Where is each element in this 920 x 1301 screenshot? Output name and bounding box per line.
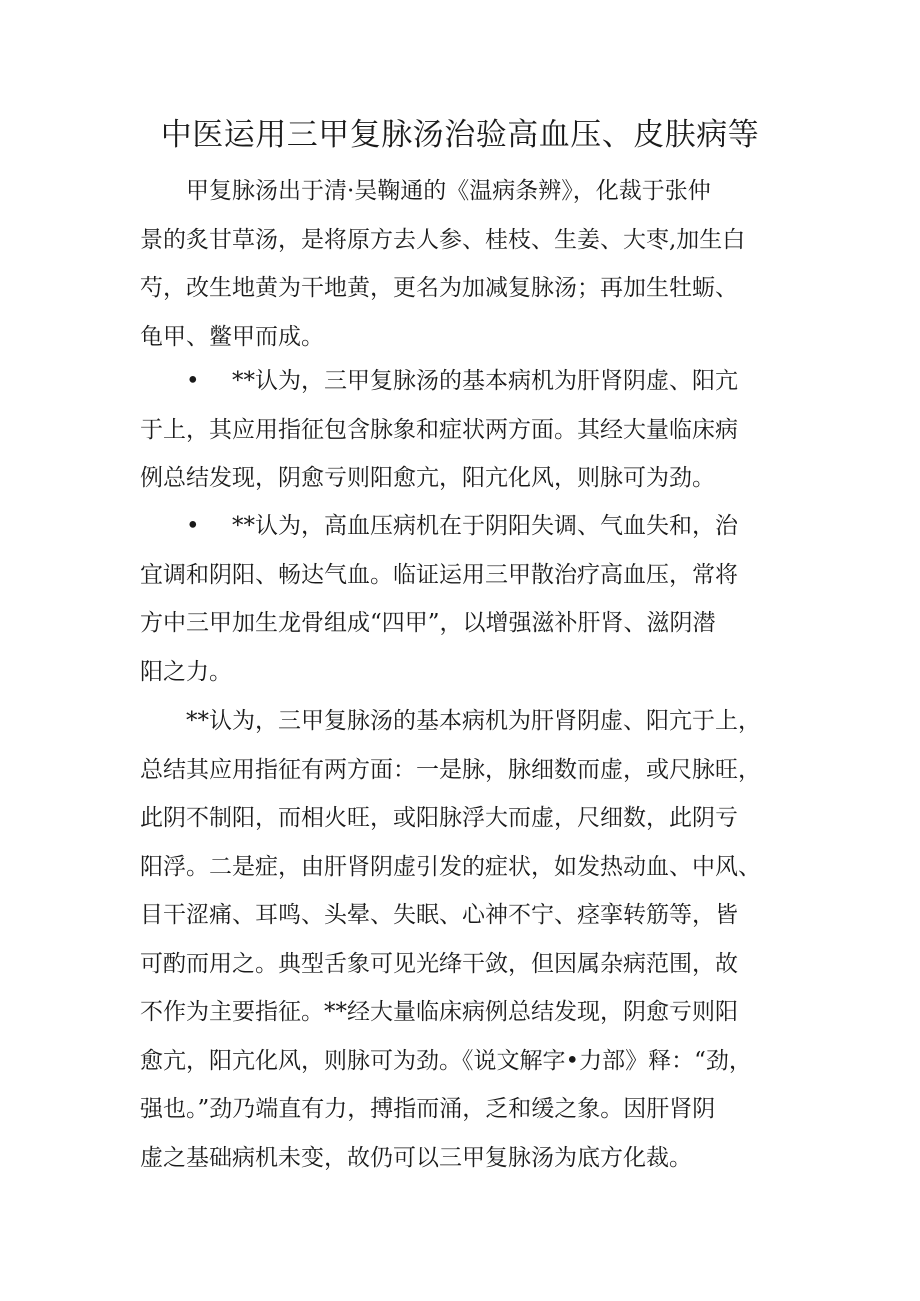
paragraph-line	[140, 502, 790, 551]
paragraph-line: 可酌而用之。典型舌象可见光绛干敛，但因属杂病范围，故	[140, 950, 738, 977]
paragraph-line: 于上，其应用指征包含脉象和症状两方面。其经大量临床病	[140, 416, 738, 443]
paragraph-line: 目干涩痛、耳鸣、头晕、失眠、心神不宁、痉挛转筋等，皆	[140, 902, 738, 928]
paragraph-line: 强也。”劲乃端直有力，搏指而涌，乏和缓之象。因肝肾阴	[140, 1096, 716, 1122]
paragraph-origin	[140, 167, 790, 361]
document-title: 中医运用三甲复脉汤治验高血压、皮肤病等	[160, 117, 760, 153]
paragraph-pathogenesis-bullet	[140, 357, 790, 503]
paragraph-line: **认为，三甲复脉汤的基本病机为肝肾阴虚、阳亢于上，	[186, 708, 761, 734]
paragraph-line: 阳之力。	[140, 658, 232, 685]
paragraph-hypertension-bullet	[140, 502, 790, 696]
bullet-mark: •	[186, 513, 200, 539]
paragraph-line: 此阴不制阳，而相火旺，或阳脉浮大而虚，尺细数，此阴亏	[140, 805, 738, 831]
paragraph-line: 不作为主要指征。**经大量临床病例总结发现，阴愈亏则阳	[140, 999, 738, 1025]
paragraph-line: 例总结发现，阴愈亏则阳愈亢，阳亢化风，则脉可为劲。	[140, 465, 715, 491]
paragraph-line	[140, 357, 790, 406]
paragraph-line-text: **认为，高血压病机在于阴阳失调、气血失和，治	[232, 513, 738, 539]
paragraph-line: 阳浮。二是症，由肝肾阴虚引发的症状，如发热动血、中风、	[140, 853, 761, 880]
paragraph-line: 龟甲、鳖甲而成。	[140, 323, 324, 350]
paragraph-line: 甲复脉汤出于清·吴鞠通的《温病条辨》，化裁于张仲	[186, 178, 711, 204]
paragraph-line: 虚之基础病机未变，故仍可以三甲复脉汤为底方化裁。	[140, 1144, 692, 1171]
paragraph-line: 愈亢，阳亢化风，则脉可为劲。《说文解字•力部》释：“劲，	[140, 1047, 752, 1074]
paragraph-line: 宜调和阴阳、畅达气血。临证运用三甲散治疗高血压，常将	[140, 561, 738, 588]
bullet-mark: •	[186, 368, 200, 394]
paragraph-line: 芍，改生地黄为干地黄，更名为加减复脉汤；再加生牡蛎、	[140, 275, 738, 301]
paragraph-line: 景的炙甘草汤，是将原方去人参、桂枝、生姜、大枣,加生白	[140, 226, 746, 253]
paragraph-line: 总结其应用指征有两方面：一是脉，脉细数而虚，或尺脉旺，	[140, 756, 761, 783]
paragraph-line-text: **认为，三甲复脉汤的基本病机为肝肾阴虚、阳亢	[232, 368, 738, 394]
paragraph-line: 方中三甲加生龙骨组成“四甲”，以增强滋补肝肾、滋阴潜	[140, 610, 716, 636]
paragraph-indications	[140, 697, 790, 1182]
